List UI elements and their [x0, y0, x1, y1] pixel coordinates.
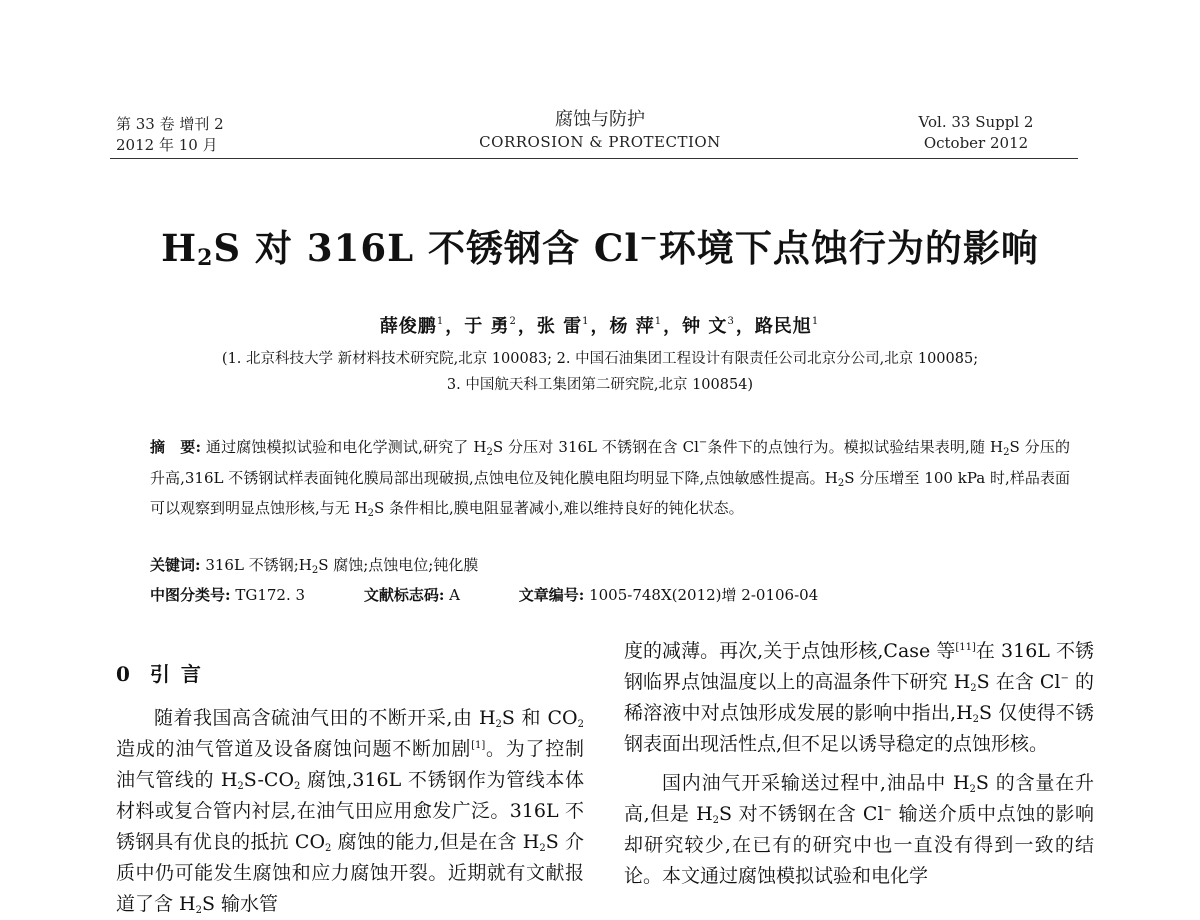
author-list: 薛俊鹏$^1$，于 勇$^2$，张 雷$^1$，杨 萍$^1$，钟 文$^3$，路民旭$^1$	[379, 316, 820, 337]
citation: [1]	[471, 740, 486, 751]
document-code-value: A	[449, 586, 460, 604]
header-date-cn: 2012 年 10 月	[116, 136, 218, 154]
body-left-column	[116, 703, 584, 920]
author	[380, 316, 445, 337]
header-volume-cn: 第 33 卷 增刊 2	[116, 115, 224, 133]
superscript: −	[883, 805, 892, 816]
clc-number	[150, 584, 305, 606]
subscript: 2	[577, 719, 584, 730]
paragraph-gap	[624, 760, 1094, 768]
abstract-label: 摘 要:	[150, 438, 201, 456]
author-affiliation-mark: 1	[654, 316, 663, 327]
citation: [11]	[955, 642, 976, 653]
subscript: 2	[325, 843, 332, 854]
body-text: S 介质中仍可能发生腐蚀和应力腐蚀开裂。近期就有文献报道了含 H	[116, 831, 584, 915]
abstract-text: 条件下的点蚀行为。模拟试验结果表明,随 H	[707, 438, 1004, 456]
affiliation-line-1: (1. 北京科技大学 新材料技术研究院,北京 100083; 2. 中国石油集团工程设计有限责任公司北京分公司,北京 100085;	[221, 351, 979, 367]
classification-info	[150, 584, 1070, 606]
abstract-text: 通过腐蚀模拟试验和电化学测试,研究了 H	[205, 438, 487, 456]
subscript: 2	[1003, 447, 1010, 458]
section-heading-introduction	[116, 660, 203, 688]
paragraph	[624, 636, 1094, 760]
author-affiliation-mark: 1	[811, 316, 820, 327]
body-text: S 对不锈钢在含 Cl	[719, 803, 884, 825]
title-text-3: 环境下点蚀行为的影响	[658, 226, 1039, 270]
body-text: S 和 CO	[501, 707, 578, 729]
author-name: 钟 文	[682, 316, 728, 337]
author-name: 杨 萍	[609, 316, 655, 337]
section-title: 引 言	[149, 662, 203, 686]
header-rule	[110, 158, 1078, 159]
subscript: 2	[237, 781, 244, 792]
superscript: −	[698, 437, 708, 448]
author	[610, 316, 664, 337]
abstract-text: S 条件相比,膜电阻显著减小,难以维持良好的钝化状态。	[374, 499, 744, 517]
title-text-2: S 对 316L 不锈钢含 Cl	[213, 226, 640, 270]
header-journal	[400, 108, 800, 152]
body-text: 国内油气开采输送过程中,油品中 H	[662, 772, 970, 794]
author-affiliation-mark: 3	[727, 316, 735, 327]
subscript: 2	[486, 447, 493, 458]
subscript: 2	[294, 781, 301, 792]
author	[464, 316, 518, 337]
abstract	[150, 432, 1070, 524]
superscript: −	[1060, 673, 1069, 684]
body-text: 随着我国高含硫油气田的不断开采,由 H	[154, 707, 496, 729]
article-number-value: 1005-748X(2012)增 2-0106-04	[589, 586, 819, 604]
title-superscript: −	[639, 225, 659, 251]
journal-name-en: CORROSION & PROTECTION	[479, 133, 721, 151]
abstract-text: S 分压的升高,316L 不锈钢试样表面钝化膜局部出现破损,点蚀电位及钝化膜电阻均明显下降,点蚀敏感性提高。H	[150, 438, 1070, 487]
keywords-text: 316L 不锈钢;H	[205, 556, 312, 574]
document-code-label: 文献标志码:	[363, 586, 445, 604]
author	[755, 316, 820, 337]
paragraph	[116, 703, 584, 920]
body-text: S 在含 Cl	[976, 671, 1061, 693]
subscript: 2	[969, 784, 976, 795]
abstract-text: S 分压对 316L 不锈钢在含 Cl	[492, 438, 699, 456]
author-affiliation-mark: 1	[582, 316, 590, 327]
author-affiliation-mark: 1	[436, 316, 445, 327]
affiliations	[100, 346, 1100, 398]
clc-label: 中图分类号:	[150, 586, 231, 604]
subscript: 2	[539, 843, 546, 854]
paragraph	[624, 768, 1094, 892]
body-right-column	[624, 636, 1094, 892]
section-number: 0	[116, 662, 132, 686]
article-number-label: 文章编号:	[518, 586, 585, 604]
article-number	[519, 584, 818, 606]
body-text: S 仅使得不锈钢表面出现活性点,但不足以诱导稳定的点蚀形核。	[624, 702, 1094, 755]
subscript: 2	[837, 477, 845, 489]
author-name: 于 勇	[464, 316, 510, 337]
keywords	[150, 554, 1070, 582]
body-text: 的稀溶液中对点蚀形成发展的影响中指出,H	[624, 671, 1094, 724]
subscript: 2	[972, 714, 980, 725]
author	[682, 316, 736, 337]
body-text: 腐蚀,316L 不锈钢作为管线本体材料或复合管内衬层,在油气田应用愈发广泛。316L 不锈钢具有优良的抵抗 CO	[116, 769, 584, 853]
author-affiliation-mark: 2	[509, 316, 517, 327]
author	[537, 316, 591, 337]
abstract-text: S 分压增至 100 kPa 时,样品表面可以观察到明显点蚀形核,与无 H	[150, 468, 1070, 517]
body-text: 度的减薄。再次,关于点蚀形核,Case 等	[624, 640, 956, 662]
author-name: 路民旭	[754, 316, 812, 337]
subscript: 2	[495, 719, 502, 730]
header-volume-en: Vol. 33 Suppl 2	[918, 113, 1034, 131]
journal-name-cn: 腐蚀与防护	[555, 109, 645, 130]
header-issue-info	[116, 114, 224, 156]
body-text: S-CO	[243, 769, 295, 791]
subscript: 2	[195, 905, 202, 916]
subscript: 2	[367, 508, 374, 519]
body-text: 造成的油气管道及设备腐蚀问题不断加剧	[116, 738, 472, 760]
body-text: 。为了控制油气管线的 H	[116, 738, 584, 791]
keywords-text: S 腐蚀;点蚀电位;钝化膜	[318, 556, 479, 574]
header-date-en: October 2012	[923, 134, 1029, 152]
title-text-1: H	[161, 226, 198, 270]
header-volume-info	[880, 112, 1072, 154]
clc-value: TG172. 3	[235, 586, 306, 604]
subscript: 2	[970, 683, 977, 694]
subscript: 2	[311, 565, 319, 576]
body-text: 腐蚀的能力,但是在含 H	[331, 831, 540, 853]
body-text: S 输水管	[201, 893, 279, 915]
document-code	[364, 584, 460, 606]
body-text: 输送介质中点蚀的影响却研究较少,在已有的研究中也一直没有得到一致的结论。本文通过腐蚀模拟试验和电化学	[624, 803, 1094, 887]
body-text: 在 316L 不锈钢临界点蚀温度以上的高温条件下研究 H	[624, 640, 1094, 693]
author-name: 张 雷	[536, 316, 583, 337]
affiliation-line-2: 3. 中国航天科工集团第二研究院,北京 100854)	[446, 377, 754, 393]
keywords-label: 关键词:	[150, 556, 201, 574]
body-text: S 的含量在升高,但是 H	[624, 772, 1094, 825]
paper-title	[100, 222, 1100, 274]
title-subscript: 2	[197, 245, 214, 271]
subscript: 2	[712, 815, 720, 826]
author-name: 薛俊鹏	[379, 316, 437, 337]
